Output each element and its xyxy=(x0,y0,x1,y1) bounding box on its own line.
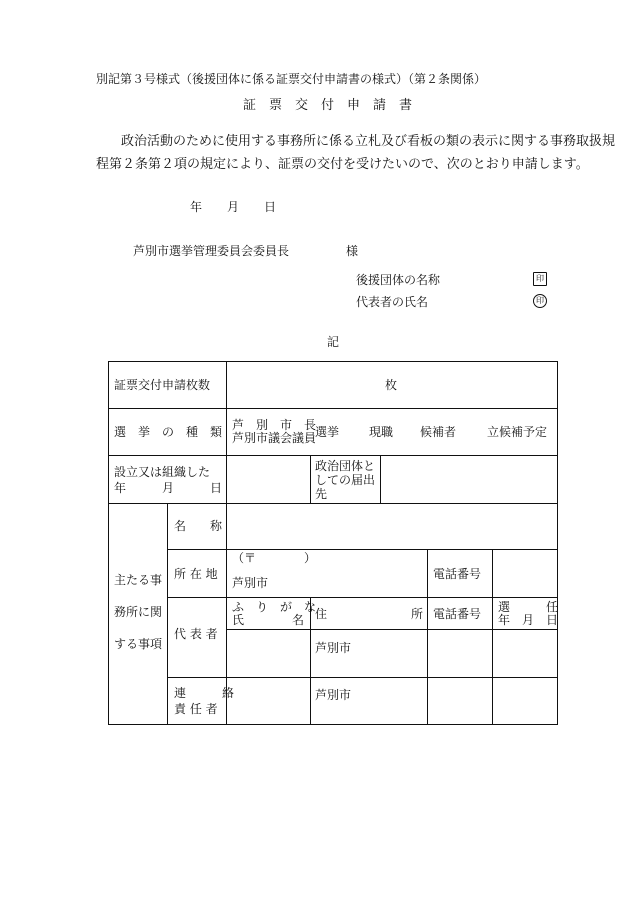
location-city: 芦別市 xyxy=(232,576,269,590)
status-candidate: 候補者 xyxy=(420,425,457,439)
phone-label: 電話番号 xyxy=(433,567,482,581)
office-name-label: 名 称 xyxy=(174,519,223,533)
appointment-label-line2: 年 月 日 xyxy=(498,613,559,627)
furigana-label: ふ り が な xyxy=(232,600,317,614)
main-office-label-line2: 務所に関 xyxy=(114,605,163,619)
location-label: 所 在 地 xyxy=(174,567,218,581)
rep-phone-label: 電話番号 xyxy=(433,607,482,621)
election-option-mayor: 芦 別 市 長 xyxy=(232,418,317,432)
rep-address-city: 芦別市 xyxy=(315,641,352,655)
row-label-election-type: 選 挙 の 種 類 xyxy=(114,425,223,439)
row-label-established-line1: 設立又は組織した xyxy=(114,465,211,479)
full-name-label: 氏 名 xyxy=(232,613,305,627)
contact-address-city: 芦別市 xyxy=(315,688,352,702)
seal-mark-icon: 印 xyxy=(533,272,547,286)
postal-code: （〒 ） xyxy=(232,551,317,565)
political-group-label-line2: しての届出 xyxy=(315,473,376,487)
seal-mark-icon: 印 xyxy=(533,294,547,308)
paragraph-line-1: 政治活動のために使用する事務所に係る立札及び看板の類の表示に関する事務取扱規 xyxy=(121,134,616,149)
row-label-sheet-count: 証票交付申請枚数 xyxy=(114,378,211,392)
address-label-left: 住 xyxy=(315,607,328,621)
main-office-label-line3: する事項 xyxy=(114,637,163,651)
main-office-label-line1: 主たる事 xyxy=(114,573,163,587)
date-month-label: 月 xyxy=(227,200,240,214)
status-incumbent: 現職 xyxy=(369,425,394,439)
group-name-label: 後援団体の名称 xyxy=(356,273,441,287)
paragraph-line-2: 程第２条第２項の規定により、証票の交付を受けたいので、次のとおり申請します。 xyxy=(96,157,589,172)
contact-label-line1: 連 絡 xyxy=(174,686,235,700)
address-label-right: 所 xyxy=(411,607,424,621)
contact-label-line2: 責 任 者 xyxy=(174,702,218,716)
political-group-label-line3: 先 xyxy=(315,487,328,501)
sheet-count-unit: 枚 xyxy=(385,378,398,392)
rep-name-label: 代表者の氏名 xyxy=(356,295,429,309)
status-prospective: 立候補予定 xyxy=(487,425,548,439)
appointment-label-line1: 選 任 xyxy=(498,600,559,614)
representative-label: 代 表 者 xyxy=(174,627,218,641)
election-suffix: 選挙 xyxy=(315,425,340,439)
political-group-label-line1: 政治団体と xyxy=(315,459,376,473)
date-year-label: 年 xyxy=(190,200,203,214)
document-title: 証 票 交 付 申 請 書 xyxy=(243,98,413,113)
addressee: 芦別市選挙管理委員会委員長 xyxy=(133,244,290,258)
row-label-established-line2: 年 月 日 xyxy=(114,481,223,495)
ki-label: 記 xyxy=(327,335,340,349)
date-day-label: 日 xyxy=(264,200,277,214)
honorific: 様 xyxy=(346,244,359,258)
election-option-council: 芦別市議会議員 xyxy=(232,431,317,445)
form-reference: 別記第３号様式（後援団体に係る証票交付申請書の様式）（第２条関係） xyxy=(96,72,487,86)
